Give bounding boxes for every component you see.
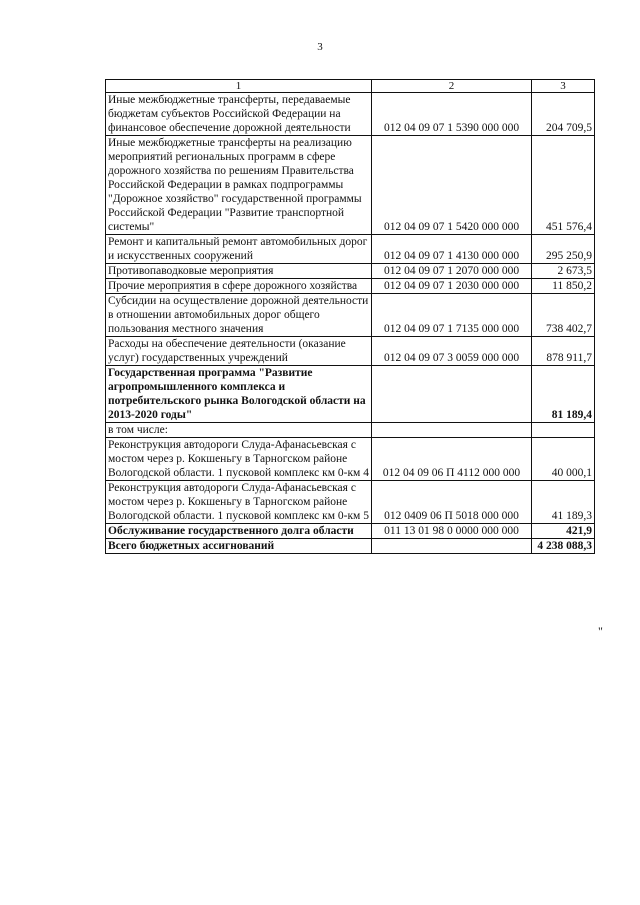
row-name: Прочие мероприятия в сфере дорожного хозяйства (106, 279, 372, 294)
row-code: 012 04 09 06 П 4112 000 000 (372, 438, 532, 481)
row-amount: 41 189,3 (532, 481, 595, 524)
table-row (106, 136, 595, 235)
row-code: 012 04 09 07 1 2070 000 000 (372, 264, 532, 279)
row-code: 012 04 09 07 1 2030 000 000 (372, 279, 532, 294)
row-name: Иные межбюджетные трансферты, передаваемые бюджетам субъектов Российской Федерации на финансовое обеспечение дорожной деятельности (106, 93, 372, 136)
row-code: 012 04 09 07 1 5420 000 000 (372, 136, 532, 235)
closing-quote: " (598, 624, 603, 638)
budget-table (105, 79, 595, 554)
table-row (106, 294, 595, 337)
row-code: 012 04 09 07 1 4130 000 000 (372, 235, 532, 264)
row-amount: 81 189,4 (532, 366, 595, 423)
row-amount: 421,9 (532, 524, 595, 539)
row-name: Ремонт и капитальный ремонт автомобильных дорог и искусственных сооружений (106, 235, 372, 264)
table-row (106, 235, 595, 264)
table-row (106, 337, 595, 366)
page-number: 3 (317, 41, 323, 53)
row-amount: 738 402,7 (532, 294, 595, 337)
row-name: Противопаводковые мероприятия (106, 264, 372, 279)
column-header-3: 3 (532, 80, 595, 93)
row-amount: 2 673,5 (532, 264, 595, 279)
program-row (106, 366, 595, 423)
table-row (106, 93, 595, 136)
row-name: Реконструкция автодороги Слуда-Афанасьевская с мостом через р. Кокшеньгу в Тарногском районе Вологодской области. 1 пусковой комплекс км 0-км 5 (106, 481, 372, 524)
row-code (372, 539, 532, 554)
row-amount: 295 250,9 (532, 235, 595, 264)
table-row (106, 264, 595, 279)
row-code: 012 04 09 07 3 0059 000 000 (372, 337, 532, 366)
row-code: 012 0409 06 П 5018 000 000 (372, 481, 532, 524)
total-amount: 4 238 088,3 (532, 539, 595, 554)
row-code (372, 366, 532, 423)
column-header-2: 2 (372, 80, 532, 93)
row-name: в том числе: (106, 423, 372, 438)
row-amount: 204 709,5 (532, 93, 595, 136)
row-amount: 11 850,2 (532, 279, 595, 294)
row-name: Расходы на обеспечение деятельности (оказание услуг) государственных учреждений (106, 337, 372, 366)
row-name: Всего бюджетных ассигнований (106, 539, 372, 554)
row-code: 012 04 09 07 1 7135 000 000 (372, 294, 532, 337)
table-header-row (106, 80, 595, 93)
row-code: 011 13 01 98 0 0000 000 000 (372, 524, 532, 539)
table-row (106, 279, 595, 294)
debt-service-row (106, 524, 595, 539)
row-amount: 40 000,1 (532, 438, 595, 481)
row-code (372, 423, 532, 438)
row-name: Государственная программа "Развитие агропромышленного комплекса и потребительского рынка Вологодской области на 2013-2020 годы" (106, 366, 372, 423)
row-amount: 878 911,7 (532, 337, 595, 366)
row-name: Реконструкция автодороги Слуда-Афанасьевская с мостом через р. Кокшеньгу в Тарногском районе Вологодской области. 1 пусковой комплекс км 0-км 4 (106, 438, 372, 481)
column-header-1: 1 (106, 80, 372, 93)
subheading-row (106, 423, 595, 438)
row-name: Обслуживание государственного долга области (106, 524, 372, 539)
row-amount: 451 576,4 (532, 136, 595, 235)
table-row (106, 481, 595, 524)
row-name: Иные межбюджетные трансферты на реализацию мероприятий региональных программ в сфере дорожного хозяйства по решениям Правительства Российской Федерации в рамках подпрограммы "Дорожное хозяйство" государственной программы Российской Федерации "Развитие транспортной системы" (106, 136, 372, 235)
table-row (106, 438, 595, 481)
row-name: Субсидии на осуществление дорожной деятельности в отношении автомобильных дорог общего пользования местного значения (106, 294, 372, 337)
row-code: 012 04 09 07 1 5390 000 000 (372, 93, 532, 136)
total-row (106, 539, 595, 554)
row-amount (532, 423, 595, 438)
